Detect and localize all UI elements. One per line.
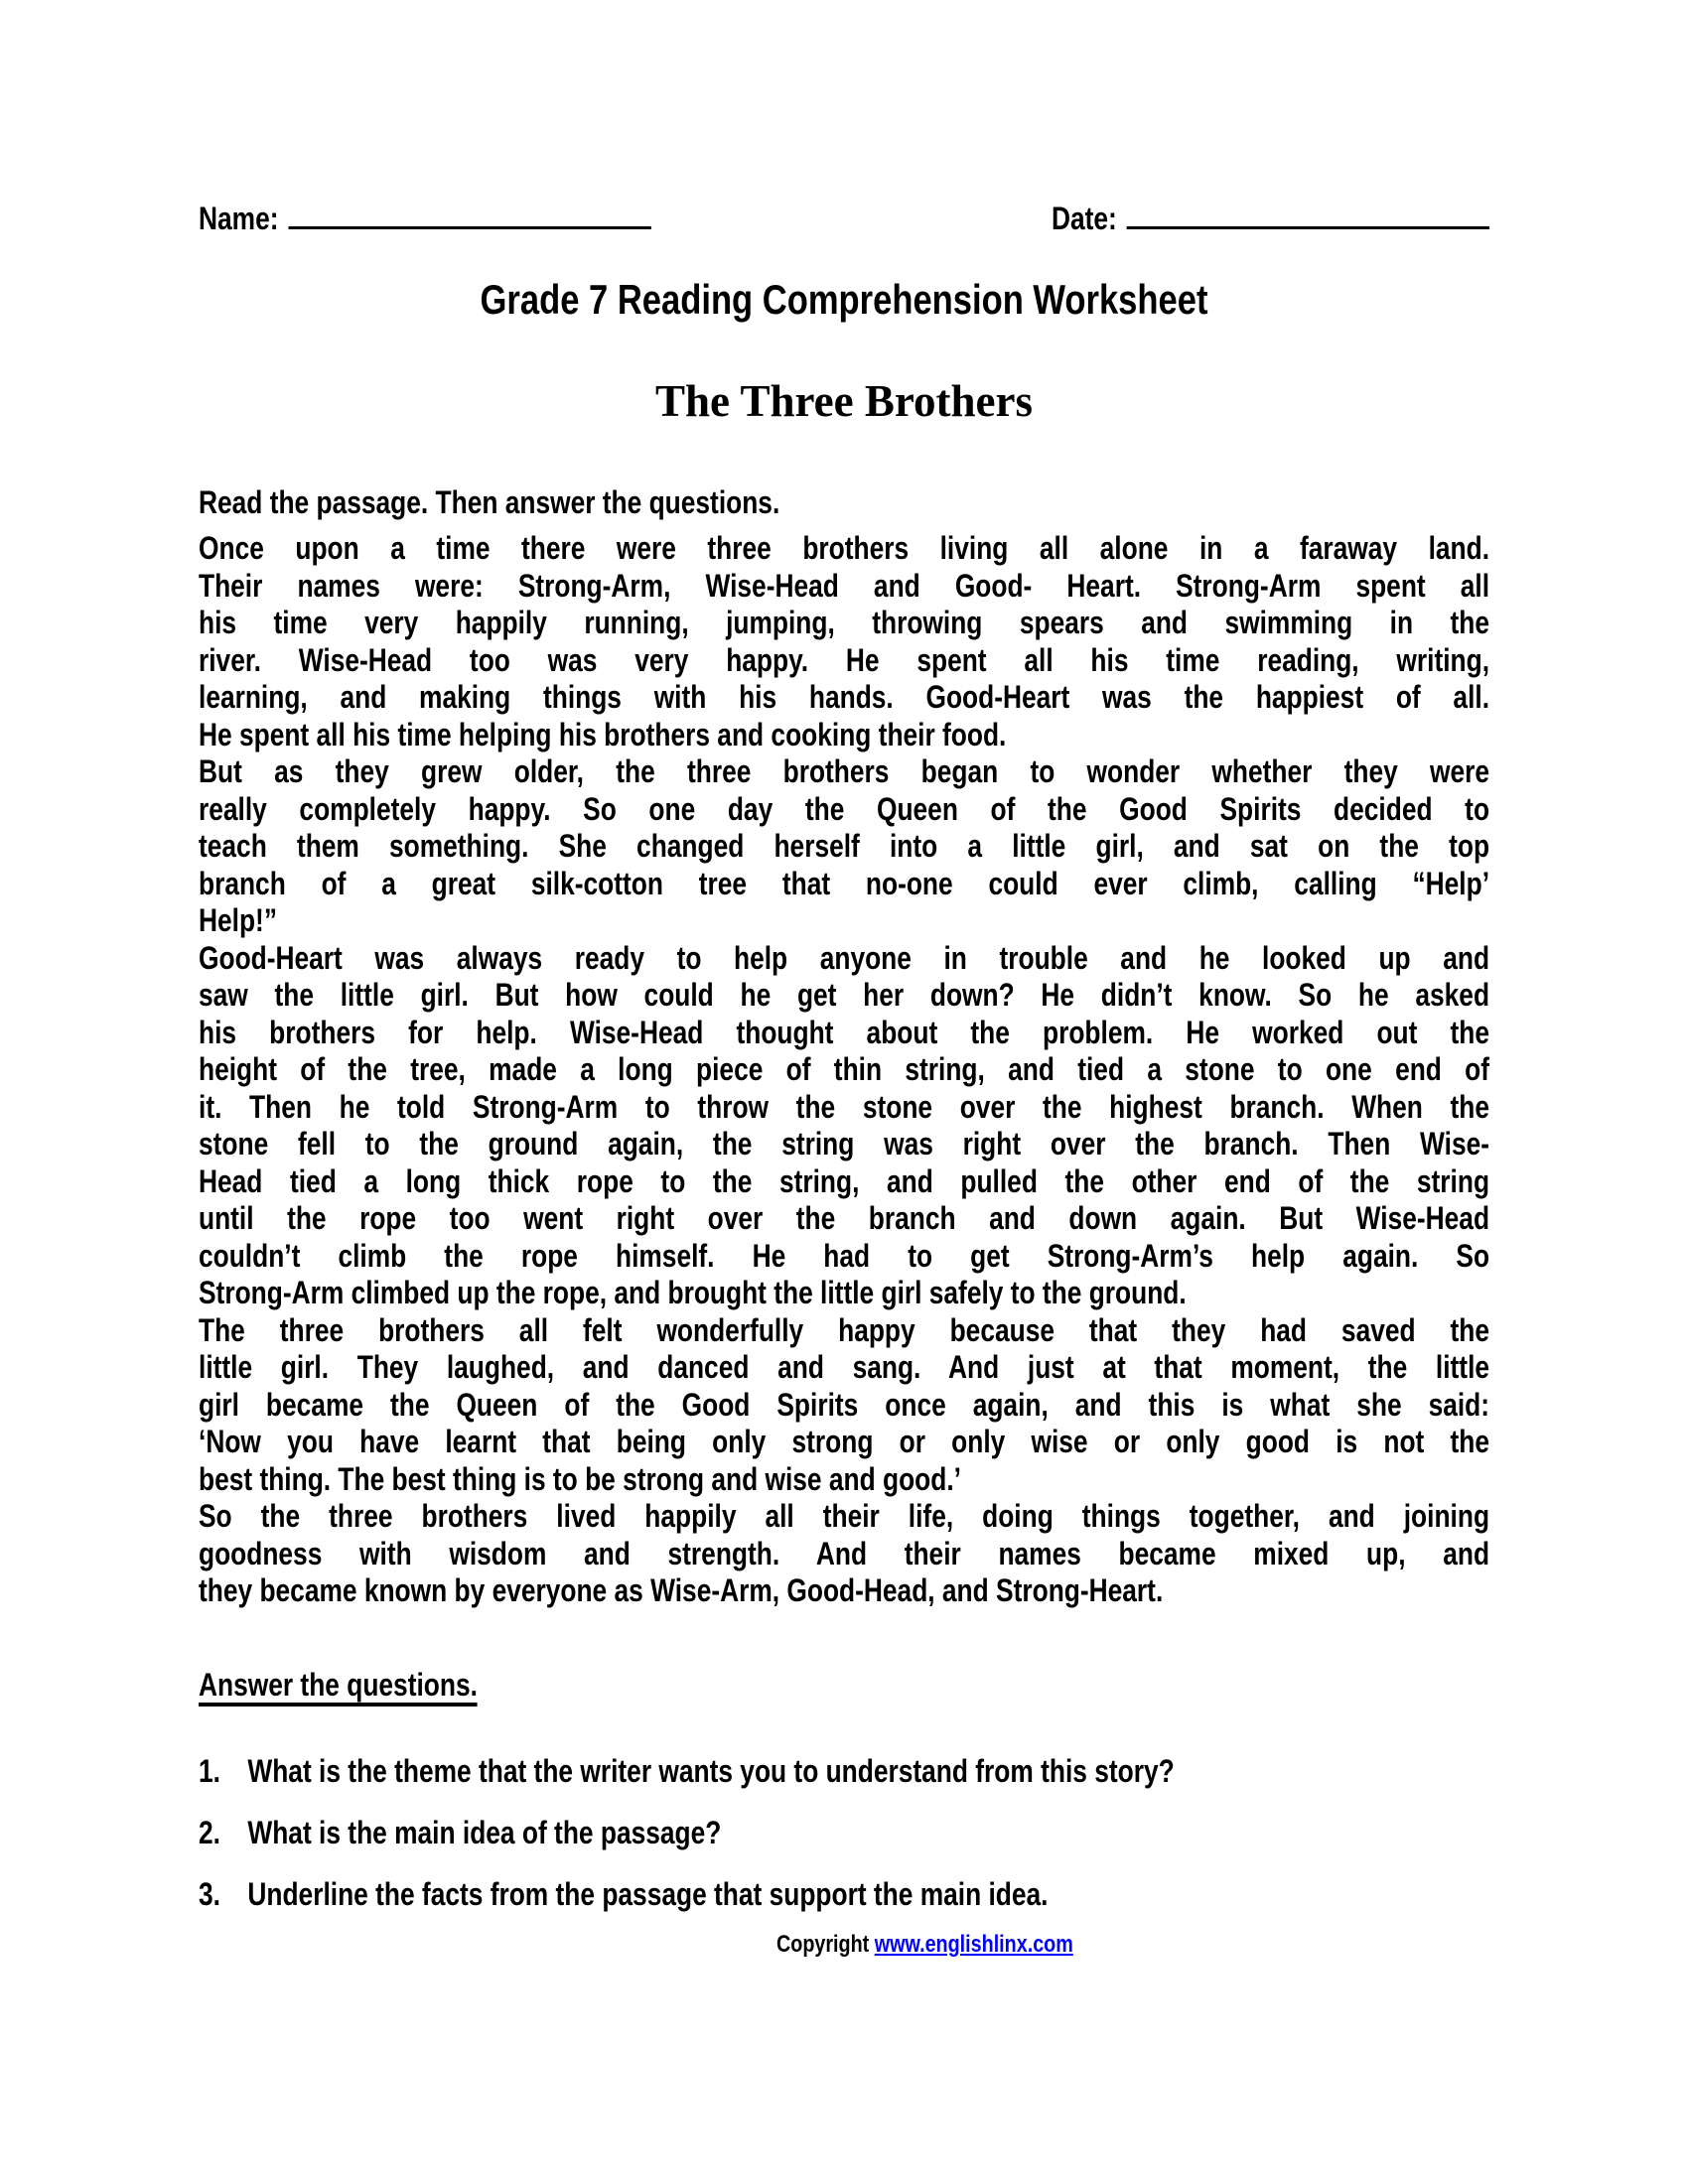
passage-line: learning, and making things with his hands. Good-Heart was the happiest of all.	[199, 679, 1490, 715]
question-number: 3.	[199, 1876, 220, 1912]
passage-line: goodness with wisdom and strength. And their names became mixed up, and	[199, 1535, 1490, 1571]
date-label: Date:	[1051, 201, 1117, 236]
question-number: 2.	[199, 1815, 220, 1850]
passage-line: ‘Now you have learnt that being only strong or only wise or only good is not the	[199, 1424, 1490, 1459]
passage-line: they became known by everyone as Wise-Arm, Good-Head, and Strong-Heart.	[199, 1572, 1164, 1608]
passage-instructions: Read the passage. Then answer the questions.	[199, 484, 780, 520]
question-text: What is the main idea of the passage?	[247, 1815, 722, 1850]
date-field-group	[1052, 198, 1489, 237]
passage-paragraph	[199, 753, 1489, 940]
passage-line: really completely happy. So one day the Queen of the Good Spirits decided to	[199, 790, 1490, 827]
passage	[199, 530, 1489, 1610]
passage-line: girl became the Queen of the Good Spirits once again, and this is what she said:	[199, 1386, 1490, 1423]
question-text: What is the theme that the writer wants you to understand from this story?	[247, 1753, 1175, 1789]
date-blank-line[interactable]	[1127, 198, 1489, 229]
passage-paragraph	[199, 940, 1489, 1312]
passage-line: The three brothers all felt wonderfully happy because that they had saved the	[199, 1311, 1490, 1348]
passage-line: But as they grew older, the three brothers began to wonder whether they were	[199, 753, 1490, 789]
name-label: Name:	[199, 201, 279, 236]
copyright-link[interactable]: www.englishlinx.com	[874, 1931, 1073, 1958]
passage-block	[199, 483, 1489, 1610]
questions-section	[199, 1668, 1489, 1937]
question-item	[199, 1752, 1489, 1790]
question-number: 1.	[199, 1753, 220, 1789]
name-blank-line[interactable]	[288, 198, 650, 229]
passage-line: Help!”	[199, 902, 277, 938]
passage-line: branch of a great silk-cotton tree that no-one could ever climb, calling “Help’	[199, 865, 1490, 901]
question-item	[199, 1875, 1489, 1913]
passage-line: So the three brothers lived happily all their life, doing things together, and joining	[199, 1498, 1490, 1534]
passage-line: river. Wise-Head too was very happy. He spent all his time reading, writing,	[199, 641, 1490, 678]
passage-title: The Three Brothers	[655, 376, 1033, 426]
copyright-label: Copyright	[776, 1931, 870, 1958]
passage-line: it. Then he told Strong-Arm to throw the stone over the highest branch. When the	[199, 1088, 1490, 1125]
passage-paragraph	[199, 1498, 1489, 1610]
question-item	[199, 1814, 1489, 1851]
name-date-row	[199, 198, 1489, 237]
worksheet-title-block	[199, 276, 1489, 324]
passage-line: his brothers for help. Wise-Head thought about the problem. He worked out the	[199, 1014, 1490, 1050]
passage-line: He spent all his time helping his brothers and cooking their food.	[199, 716, 1007, 752]
worksheet-title: Grade 7 Reading Comprehension Worksheet	[480, 276, 1208, 323]
passage-line: Head tied a long thick rope to the string, and pulled the other end of the string	[199, 1162, 1490, 1199]
passage-line: until the rope too went right over the branch and down again. But Wise-Head	[199, 1200, 1490, 1236]
answer-questions-heading: Answer the questions.	[199, 1668, 478, 1706]
name-field-group	[199, 198, 651, 237]
footer	[776, 1930, 1372, 1960]
question-list	[199, 1752, 1489, 1913]
passage-line: saw the little girl. But how could he get her down? He didn’t know. So he asked	[199, 977, 1490, 1013]
passage-line: height of the tree, made a long piece of thin string, and tied a stone to one end of	[199, 1051, 1490, 1087]
passage-line: little girl. They laughed, and danced and sang. And just at that moment, the little	[199, 1349, 1490, 1385]
passage-line: Strong-Arm climbed up the rope, and brought the little girl safely to the ground.	[199, 1275, 1187, 1310]
passage-line: Their names were: Strong-Arm, Wise-Head and Good- Heart. Strong-Arm spent all	[199, 567, 1490, 604]
passage-line: stone fell to the ground again, the string was right over the branch. Then Wise-	[199, 1126, 1490, 1161]
passage-line: his time very happily running, jumping, throwing spears and swimming in the	[199, 605, 1490, 640]
passage-paragraph	[199, 1312, 1489, 1499]
passage-line: Good-Heart was always ready to help anyone in trouble and he looked up and	[199, 939, 1490, 976]
passage-paragraph	[199, 530, 1489, 753]
passage-line: teach them something. She changed herself into a little girl, and sat on the top	[199, 828, 1490, 864]
question-text: Underline the facts from the passage that support the main idea.	[247, 1876, 1049, 1912]
passage-line: best thing. The best thing is to be strong and wise and good.’	[199, 1460, 961, 1497]
passage-line: Once upon a time there were three brothers living all alone in a faraway land.	[199, 530, 1490, 566]
passage-line: couldn’t climb the rope himself. He had to get Strong-Arm’s help again. So	[199, 1237, 1490, 1274]
